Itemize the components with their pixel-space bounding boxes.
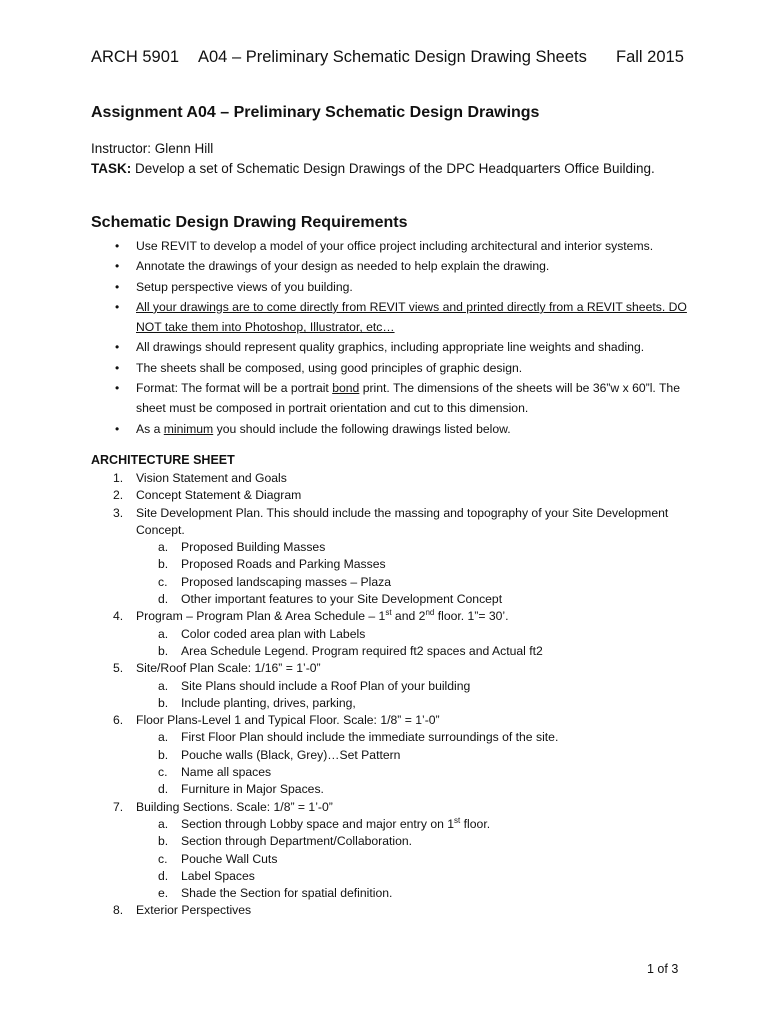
sub-item [136,851,691,868]
item-number: 4. [113,609,124,624]
superscript: st [385,608,392,618]
sub-text: Shade the Section for spatial definition. [181,886,393,901]
sub-letter: b. [158,695,169,710]
task-label: TASK: [91,161,132,176]
sub-text: Name all spaces [181,765,272,780]
sub-letter: a. [158,730,169,745]
item-number: 5. [113,661,124,676]
sub-letter: c. [158,574,168,589]
architecture-sheet-heading: ARCHITECTURE SHEET [91,453,235,467]
sub-letter: a. [158,678,169,693]
list-item [91,799,691,903]
sub-text: Color coded area plan with Labels [181,626,366,641]
sub-item [136,591,691,608]
sub-letter: c. [158,851,168,866]
sub-item [136,816,691,833]
item-number: 3. [113,505,124,520]
item-text: floor. 1”= 30’. [434,609,509,624]
sub-letter: b. [158,747,169,762]
sub-item [136,539,691,556]
sub-text: Furniture in Major Spaces. [181,782,324,797]
requirement-item: • All your drawings are to come directly from REVIT views and printed directly from a REVIT sheets. DO NOT take them into Photoshop, Illustrator, etc… [91,297,691,338]
requirement-text: print. The dimensions of the sheets will be 36”w x 60”l. The sheet must be composed in portrait orientation and cut to this dimension. [136,381,680,416]
sub-text: Site Plans should include a Roof Plan of your building [181,678,471,693]
item-number: 7. [113,799,124,814]
sub-letter: d. [158,868,169,883]
sub-text: Section through Department/Collaboration. [181,834,413,849]
requirement-item: • Use REVIT to develop a model of your office project including architectural and interior systems. [91,236,691,256]
requirement-item [91,378,691,419]
sub-letter: a. [158,626,169,641]
sub-text: floor. [460,816,491,831]
list-item [91,902,691,919]
underlined-word: bond [332,381,360,396]
sub-item [136,643,691,660]
sub-item [136,729,691,746]
superscript: nd [425,608,435,618]
requirements-list [91,236,691,439]
sub-text: Pouche walls (Black, Grey)…Set Pattern [181,747,401,762]
sub-text: Section through Lobby space and major entry on 1 [181,816,455,831]
sub-letter: a. [158,816,169,831]
sub-letter: d. [158,592,169,607]
sub-letter: b. [158,834,169,849]
sub-letter: a. [158,540,169,555]
instructor-line: Instructor: Glenn Hill [91,141,214,156]
list-item [91,660,691,712]
sub-item [136,764,691,781]
sub-list [136,626,691,661]
sub-text: Include planting, drives, parking, [181,695,356,710]
sub-item [136,556,691,573]
list-item [91,470,691,487]
course-code: ARCH 5901 [91,48,180,66]
requirement-item [91,419,691,439]
sub-list [136,816,691,902]
sub-letter: d. [158,782,169,797]
item-text: Vision Statement and Goals [136,471,287,485]
sub-item [136,574,691,591]
sub-letter: c. [158,765,168,780]
header-title: A04 – Preliminary Schematic Design Drawing Sheets [198,48,587,66]
superscript: st [454,815,461,825]
assignment-title: Assignment A04 – Preliminary Schematic Design Drawings [91,104,540,121]
requirement-item: • Setup perspective views of you building. [91,277,691,297]
sub-list [136,729,691,798]
item-text: Site/Roof Plan Scale: 1/16” = 1’-0” [136,661,321,676]
sub-item [136,781,691,798]
item-number: 1. [113,471,124,485]
sub-letter: b. [158,557,169,572]
sub-item [136,695,691,712]
item-number: 8. [113,903,124,918]
item-text: Site Development Plan. This should include the massing and topography of your Site Development Concept. [136,505,669,537]
item-text: Concept Statement & Diagram [136,488,302,503]
item-text: Program – Program Plan & Area Schedule – 1 [136,609,386,624]
sub-list [136,539,691,608]
item-number: 6. [113,713,124,728]
item-text: and 2 [391,609,426,624]
list-item [91,505,691,609]
sub-item [136,678,691,695]
requirement-text: Format: The format will be a portrait [136,381,333,396]
requirement-text: As a [136,421,164,436]
sub-list [136,678,691,713]
page-number: 1 of 3 [647,962,679,976]
item-text: Exterior Perspectives [136,903,252,918]
requirement-text: you should include the following drawings listed below. [213,421,511,436]
requirement-item: • Annotate the drawings of your design as needed to help explain the drawing. [91,256,691,276]
requirement-item: • The sheets shall be composed, using good principles of graphic design. [91,358,691,378]
underlined-word: minimum [163,421,214,436]
list-item [91,487,691,504]
sub-item [136,747,691,764]
sub-text: Proposed Roads and Parking Masses [181,557,386,572]
sub-text: Proposed Building Masses [181,540,326,555]
item-text: Floor Plans-Level 1 and Typical Floor. Scale: 1/8” = 1’-0” [136,713,440,728]
sub-text: Area Schedule Legend. Program required ft2 spaces and Actual ft2 [181,643,543,658]
list-item [91,608,691,660]
sub-text: First Floor Plan should include the immediate surroundings of the site. [181,730,559,745]
task-line [91,161,655,176]
sub-letter: e. [158,886,169,901]
sub-text: Pouche Wall Cuts [181,851,278,866]
sub-text: Label Spaces [181,868,255,883]
sub-item [136,868,691,885]
sub-item [136,626,691,643]
list-item [91,712,691,798]
sub-item [136,833,691,850]
sub-item [136,885,691,902]
requirement-item: • All drawings should represent quality graphics, including appropriate line weights and shading. [91,337,691,357]
item-number: 2. [113,488,124,503]
sub-letter: b. [158,643,169,658]
requirements-heading: Schematic Design Drawing Requirements [91,214,408,231]
sub-text: Proposed landscaping masses – Plaza [181,574,392,589]
sub-text: Other important features to your Site Development Concept [181,592,503,607]
item-text: Building Sections. Scale: 1/8” = 1’-0” [136,799,333,814]
architecture-items-list [91,470,691,920]
task-text: Develop a set of Schematic Design Drawings of the DPC Headquarters Office Building. [131,161,655,176]
term: Fall 2015 [616,48,684,66]
